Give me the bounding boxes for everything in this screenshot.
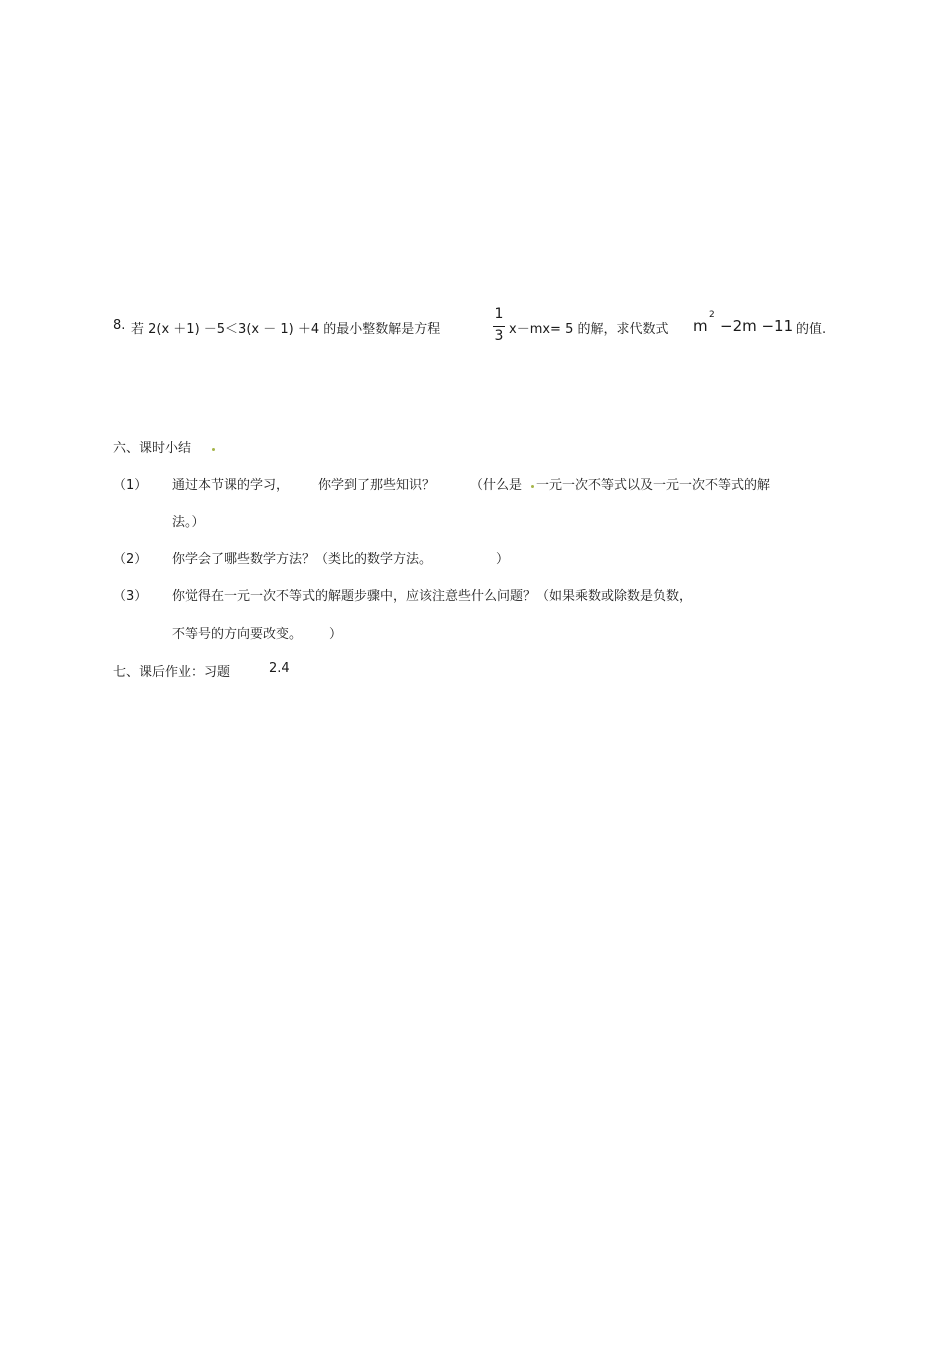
section-heading: 六、课时小结 [113,441,192,456]
expr-m: m [693,317,708,335]
expr-exponent: 2 [709,310,715,320]
item-close-paren: ） [329,627,343,642]
item-question-2: 你学到了那些知识？ [318,478,436,493]
item-answer-start: （什么是 [470,478,523,493]
item-number: （1） [113,478,148,493]
homework-exercise-number: 2.4 [269,661,290,676]
fraction-denominator: 3 [494,328,504,344]
section-heading: 七、课后作业：习题 [113,665,231,680]
problem-text-equation: x－mx= 5 的解，求代数式 [509,322,669,337]
problem-number: 8. [113,318,126,333]
item-continuation: 法。） [172,515,205,530]
expr-rest: −2m −11 [720,317,794,335]
item-continuation: 不等号的方向要改变。 [172,627,303,642]
fraction-numerator: 1 [494,306,504,322]
item-question: 你学会了哪些数学方法？（类比的数学方法。 [172,552,433,567]
problem-text-inequality: 若 2(x ＋1) －5＜3(x － 1) ＋4 的最小整数解是方程 [131,322,441,337]
problem-text-end: 的值. [796,322,827,337]
item-answer-end: 一元一次不等式以及一元一次不等式的解 [536,478,771,493]
bullet-dot [212,448,215,451]
fraction-bar [493,326,505,327]
item-number: （2） [113,552,148,567]
item-question: 通过本节课的学习， [172,478,290,493]
bullet-dot [531,485,534,488]
item-number: （3） [113,589,148,604]
item-close-paren: ） [496,552,510,567]
item-question: 你觉得在一元一次不等式的解题步骤中，应该注意些什么问题？（如果乘数或除数是负数， [172,589,693,604]
